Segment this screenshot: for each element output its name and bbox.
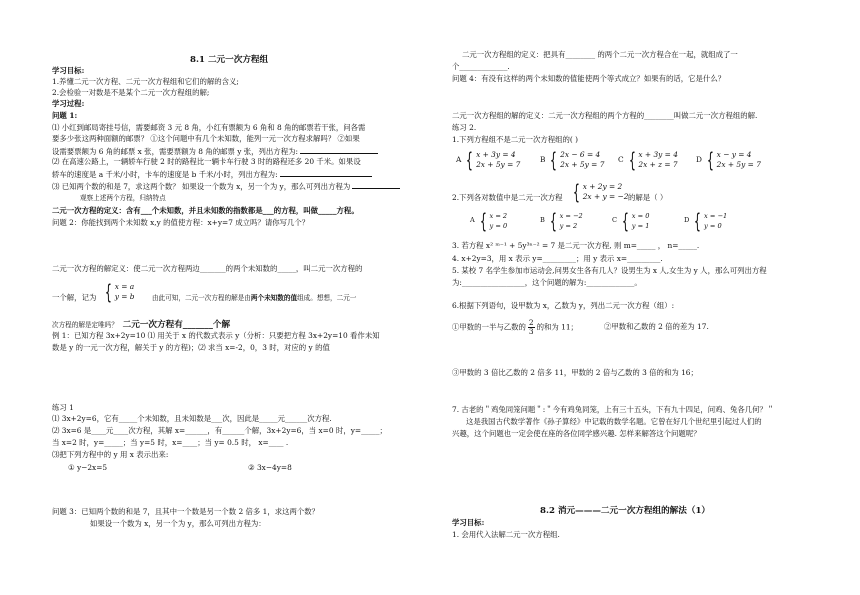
problem-3-line: 如果设一个数为 x，另一个为 y，那么可列出方程为： <box>90 519 266 528</box>
example-1-line: 数是 y 的一元一次方程，解关于 y 的方程)；⑵ 求当 x=-2，0，3 时，对应的 y 的值 <box>52 343 330 352</box>
exercise-1-item-b: ② 3x−4y=8 <box>248 463 292 472</box>
solution-count-question: 次方程的解是定唯吗？ 二元一次方程有_______个解 <box>52 320 231 330</box>
exercise-2-q6: 6.根据下列语句，设甲数为 x，乙数为 y，列出二元一次方程（组）: <box>452 301 675 310</box>
exercise-2-q6-a: ①甲数的一半与乙数的 $\frac{2}{3}$ 的和为 11； <box>452 318 578 336</box>
exercise-2-heading: 练习 2. <box>452 123 477 132</box>
solution-a: A { x = 2 y = 0 <box>470 209 508 233</box>
section-2-goals-heading: 学习目标: <box>452 518 485 527</box>
exercise-2-q7: 兴趣，这个问题也一定会使在座的各位同学感兴趣. 怎样来解答这个问题呢？ <box>452 429 701 438</box>
process-heading: 学习过程: <box>52 99 85 108</box>
section-2-title: 8.2 消元———二元一次方程组的解法（1） <box>540 506 711 516</box>
goals-heading: 学习目标: <box>52 66 85 75</box>
exercise-2-q3: 3. 若方程 x² ᵐ⁻¹ + 5y³ⁿ⁻² = 7 是二元一次方程, 则 m=_____ ， n=_____. <box>452 241 700 250</box>
section-2-goal-1: 1. 会用代入法解二元一次方程组. <box>452 530 560 539</box>
solution-notation-label: 一个解，记为 <box>52 293 97 302</box>
exercise-1-line: 当 x=2 时，y=_____；当 y=5 时，x=____；当 y= 0.5 时， x=____ . <box>52 438 289 447</box>
exercise-2-q5: 为:_________________，这个问题的解为:_____________。 <box>452 278 642 287</box>
exercise-2-q6-c: ③甲数的 3 倍比乙数的 2 倍多 11，甲数的 2 倍与乙数的 3 倍的和为 16； <box>452 368 698 377</box>
definition-equation: 二元一次方程的定义：含有___个未知数，并且未知数的指数都是___的方程，叫做_____方程。 <box>52 206 359 215</box>
option-d: D { x − y = 4 2x + 5y = 7 <box>696 148 761 172</box>
exercise-1-heading: 练习 1 <box>52 403 74 412</box>
solution-c: C { x = 0 y = 1 <box>612 209 650 233</box>
solution-explanation: 由此可知，二元一次方程的解是由两个未知数的值组成。想想，二元一 <box>152 294 357 302</box>
problem-4: 问题 4：有没有这样的两个未知数的值能使两个等式成立？如果有的话，它是什么？ <box>452 74 726 83</box>
observe-note: 观察上述两个方程，归纳特点 <box>80 194 166 202</box>
definition-solution: 二元一次方程的解定义：使二元一次方程两边_______的两个未知数的_____，叫二元一次方程的 <box>52 264 363 273</box>
exercise-2-q2-suffix: 的解是（ ） <box>628 193 668 202</box>
problem-1-line: ⑶ 已知两个数的和是 7，求这两个数？ 如果设一个数为 x，另一个为 y，那么可列出方程为 <box>52 180 402 193</box>
problem-1-line: 设需要票额为 6 角的邮票 x 张，需要票额为 8 角的邮票 y 张，列出方程为: <box>52 145 380 158</box>
section-title: 8.1 二元一次方程组 <box>190 55 269 65</box>
exercise-2-q1: 1.下列方程组不是二元一次方程组的( ) <box>452 135 579 144</box>
definition-system: 二元一次方程组的定义：把具有________ 的两个二元一次方程合在一起，就组成了一 <box>462 50 738 59</box>
definition-system-solution: 二元一次方程组的解的定义：二元一次方程组的两个方程的________叫做二元一次方程组的解. <box>452 111 758 120</box>
exercise-1-line: ⑵ 3x=6 是____元____次方程，其解 x=______，有______个解，3x+2y=6，当 x=0 时，y=_____； <box>52 426 387 435</box>
problem-1-line: ⑴ 小红到邮局寄挂号信，需要邮资 3 元 8 角，小红有票额为 6 角和 8 角的邮票若干张，问各需 <box>52 123 366 132</box>
exercise-2-q6-b: ②甲数和乙数的 2 倍的差为 17. <box>604 322 709 331</box>
problem-1-heading: 问题 1: <box>52 111 78 120</box>
exercise-2-q7: 7. 古老的＂鸡兔同笼问题＂:＂今有鸡兔同笼，上有三十五头，下有九十四足，问鸡、兔各几何？＂ <box>452 405 775 414</box>
brace-icon: { <box>104 280 112 304</box>
exercise-2-q5: 5. 某校 7 名学生参加市运动会,问男女生各有几人？设男生为 x 人,女生为 y 人，那么可列出方程 <box>452 266 767 275</box>
problem-1-line: 要多少张这两种面额的邮票？ ①这个问题中有几个未知数，能列一元一次方程求解吗？ ②如果 <box>52 134 360 143</box>
exercise-1-line: ⑴ 3x+2y=6，它有_____个未知数，且未知数是___次，因此是_____元______次方程. <box>52 414 332 423</box>
goal-1: 1.养懂二元一次方程、二元一次方程组和它们的解的含义; <box>52 77 239 86</box>
exercise-1-item-a: ① y−2x=5 <box>68 463 108 472</box>
solution-notation-system: { x = a y = b <box>104 280 135 304</box>
exercise-2-q7: 这是我国古代数学著作《孙子算经》中记载的数学名题。它曾在好几个世纪里引起过人们的 <box>466 417 762 426</box>
option-a: A { x + 3y = 4 2x + 5y = 7 <box>456 148 521 172</box>
solution-d: D { x = −1 y = 0 <box>684 209 728 233</box>
exercise-2-q4: 4. x+2y=3，用 x 表示 y=_________；用 y 表示 x=_________. <box>452 254 663 263</box>
problem-2: 问题 2：你能找到两个未知数 x,y 的值使方程：x+y=7 成立吗？请你写几个？ <box>52 218 310 227</box>
problem-1-line: 轿车的速度是 a 千米/小时，卡车的速度是 b 千米/小时，列出方程为: <box>52 168 374 181</box>
problem-1-line: ⑵ 在高速公路上，一辆轿车行驶 2 时的路程比一辆卡车行驶 3 时的路程还多 20 千米。如果设 <box>52 157 361 166</box>
exercise-2-q2-label: 2.下列各对数值中是二元一次方程 <box>452 193 563 202</box>
problem-3-line: 问题 3：已知两个数的和是 7，且其中一个数是另一个数 2 倍多 1，求这两个数？ <box>52 507 320 516</box>
exercise-2-q2-system: { x + 2y = 2 2x + y = −2 <box>572 180 629 204</box>
exercise-1-line: ⑶把下列方程中的 y 用 x 表示出来: <box>52 450 169 459</box>
option-c: C { x + 3y = 4 2x + z = 7 <box>618 148 678 172</box>
example-1-line: 例 1：已知方程 3x+2y=10 ⑴ 用关于 x 的代数式表示 y（分析：只要把方程 3x+2y=10 看作未知 <box>52 331 380 340</box>
definition-system: 个_____________. <box>452 62 510 71</box>
option-b: B { 2x − 6 = 4 2x + 5y = 7 <box>540 148 605 172</box>
solution-b: B { x = −2 y = 2 <box>540 209 583 233</box>
goal-2: 2.会检验一对数是不是某个二元一次方程组的解; <box>52 88 210 97</box>
